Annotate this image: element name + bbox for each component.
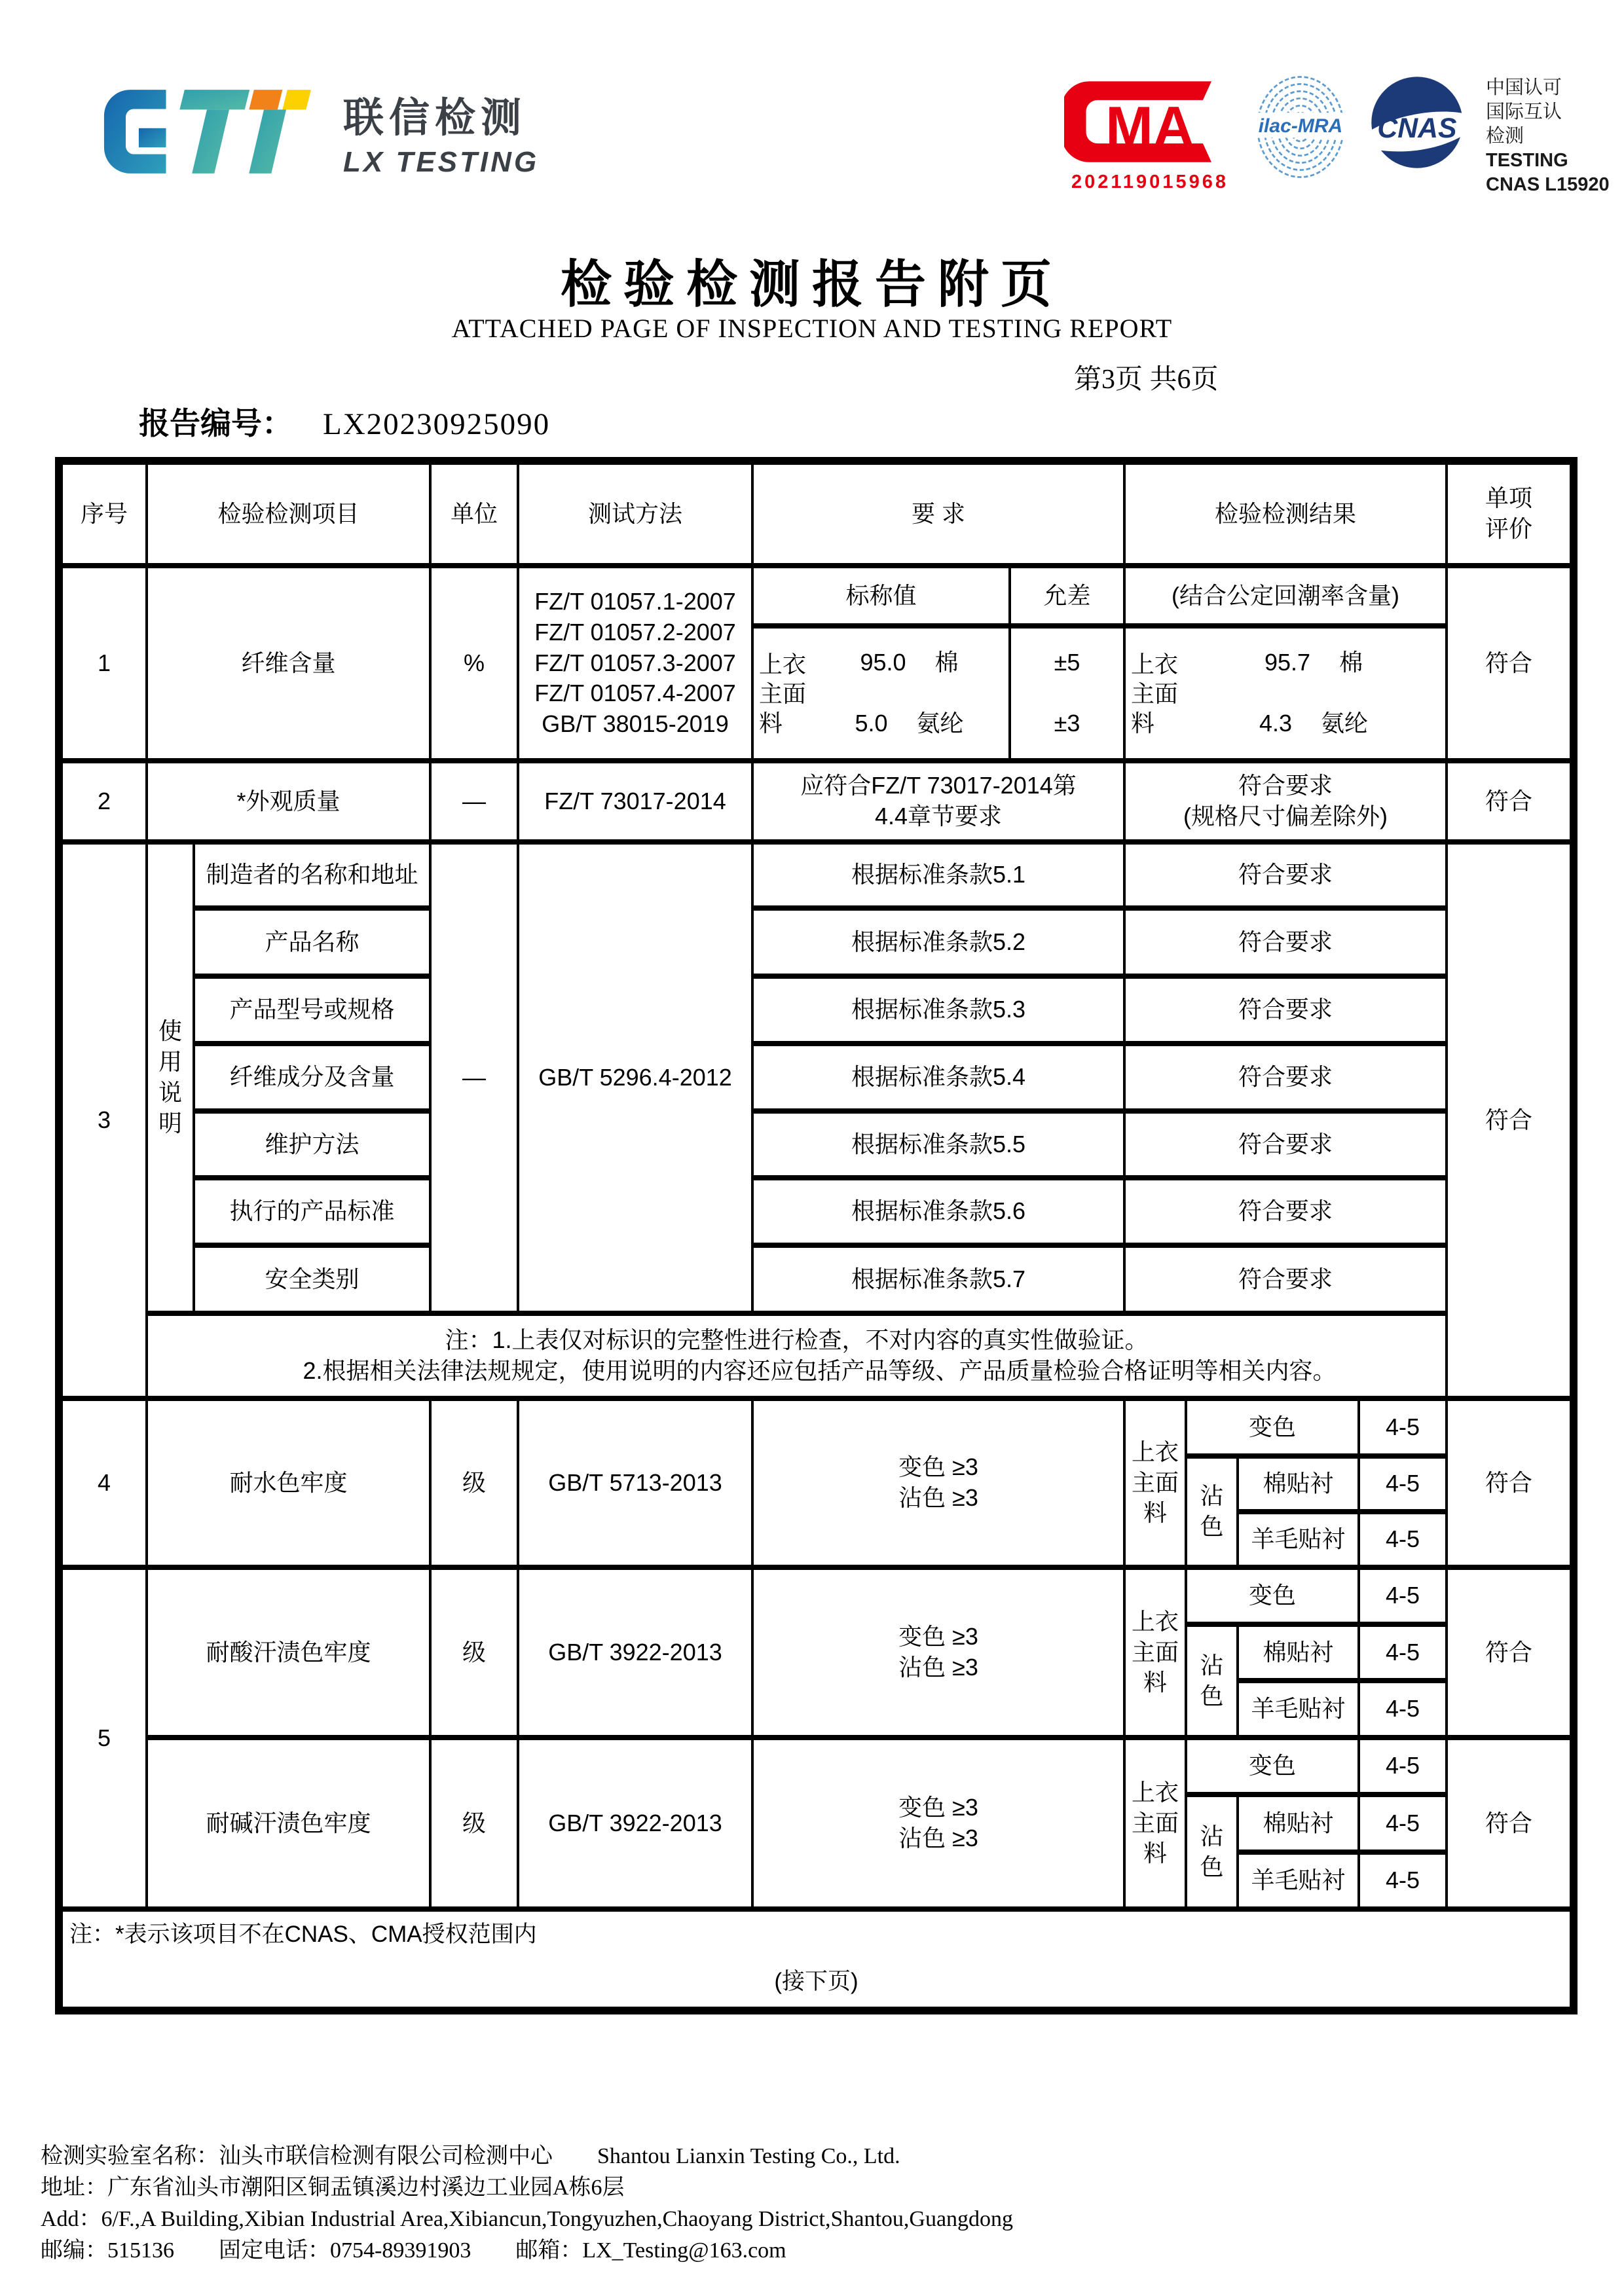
acc-line: 检测 <box>1486 126 1524 147</box>
continue-next-page: (接下页) <box>774 1968 858 1994</box>
row5a-grade-cell: 4-5 <box>1359 1681 1447 1738</box>
row3-requirement-cell: 根据标准条款5.2 <box>752 908 1124 976</box>
row4-requirement-cell <box>752 1398 1124 1567</box>
row1-evaluation-cell: 符合 <box>1447 566 1574 761</box>
row1-seq-cell: 1 <box>59 566 147 761</box>
report-number-value: LX20230925090 <box>323 407 551 441</box>
row5b-grade-cell: 4-5 <box>1359 1738 1447 1795</box>
fiber-name: 棉 <box>1339 649 1363 676</box>
table-row <box>59 1245 1574 1313</box>
fiber-name: 氨纶 <box>1321 710 1369 737</box>
row3-result-cell: 符合要求 <box>1124 908 1447 976</box>
row5b-sub-name-cell: 变色 <box>1186 1738 1359 1795</box>
row4-stain-cell: 沾色 <box>1186 1456 1238 1567</box>
row5a-requirement-cell <box>752 1567 1124 1738</box>
table-row <box>59 976 1574 1044</box>
row3-requirement-cell: 根据标准条款5.1 <box>752 842 1124 908</box>
table-row <box>59 908 1574 976</box>
row4-sample-cell: 上衣主面料 <box>1124 1398 1186 1567</box>
row4-grade-cell: 4-5 <box>1359 1456 1447 1512</box>
row3-item-cell: 纤维成分及含量 <box>194 1044 430 1111</box>
row4-method-cell: GB/T 5713-2013 <box>518 1398 752 1567</box>
row4-seq-cell: 4 <box>59 1398 147 1567</box>
fiber-value: 95.7 <box>1264 649 1311 676</box>
note-line: 注：1.上表仅对标识的完整性进行检查，不对内容的真实性做验证。 <box>445 1326 1149 1354</box>
sample-label: 上衣主面料 <box>759 650 807 737</box>
row3-method-cell: GB/T 5296.4-2012 <box>518 842 752 1313</box>
row3-group-cell: 使用说明 <box>147 842 194 1313</box>
method-line: GB/T 38015-2019 <box>542 710 729 738</box>
footer-lab-name: 检测实验室名称：汕头市联信检测有限公司检测中心 Shantou Lianxin Testing Co., Ltd. <box>41 2144 900 2168</box>
row5a-sub-name-cell: 变色 <box>1186 1567 1359 1624</box>
acc-line: CNAS L15920 <box>1486 174 1610 195</box>
row3-item-cell: 制造者的名称和地址 <box>194 842 430 908</box>
acc-line: TESTING <box>1486 150 1568 171</box>
row3-item-cell: 产品名称 <box>194 908 430 976</box>
svg-text:ilac-MRA: ilac-MRA <box>1258 115 1343 137</box>
requirement-line: 变色 ≥3 <box>898 1623 978 1650</box>
header-evaluation-line: 单项 <box>1485 484 1533 512</box>
cma-number: 202119015968 <box>1071 172 1228 192</box>
row4-evaluation-cell: 符合 <box>1447 1398 1574 1567</box>
footer-address-cn: 地址：广东省汕头市潮阳区铜盂镇溪边村溪边工业园A栋6层 <box>41 2176 625 2200</box>
requirement-line: 沾色 ≥3 <box>898 1654 978 1681</box>
row5b-grade-cell: 4-5 <box>1359 1795 1447 1852</box>
test-results-table <box>55 457 1578 2014</box>
row5b-stain-cell: 沾色 <box>1186 1795 1238 1909</box>
cnas-cma-note: 注：*表示该项目不在CNAS、CMA授权范围内 <box>69 1922 537 1947</box>
requirement-line: 应符合FZ/T 73017-2014第 <box>800 772 1077 799</box>
row3-item-cell: 维护方法 <box>194 1111 430 1178</box>
row5a-item-cell: 耐酸汗渍色牢度 <box>147 1567 430 1738</box>
table-bottom-cell <box>59 1909 1574 2011</box>
accreditation-text <box>1486 76 1610 197</box>
ilac-mra-icon <box>1253 73 1348 181</box>
method-line: FZ/T 01057.1-2007 <box>534 588 736 615</box>
row1-result-value-cell <box>1124 626 1447 761</box>
table-row <box>59 842 1574 908</box>
method-line: FZ/T 01057.3-2007 <box>534 649 736 676</box>
row3-evaluation-cell: 符合 <box>1447 842 1574 1398</box>
row4-item-cell: 耐水色牢度 <box>147 1398 430 1567</box>
logo-en-text: LX TESTING <box>343 145 540 178</box>
fiber-value: 4.3 <box>1259 710 1293 737</box>
header-unit-cell: 单位 <box>430 461 518 566</box>
table-row <box>59 1178 1574 1245</box>
row3-result-cell: 符合要求 <box>1124 1044 1447 1111</box>
table-row <box>59 1909 1574 2011</box>
row2-evaluation-cell: 符合 <box>1447 761 1574 842</box>
row5b-item-cell: 耐碱汗渍色牢度 <box>147 1738 430 1909</box>
method-line: FZ/T 01057.2-2007 <box>534 618 736 646</box>
page-subtitle: ATTACHED PAGE OF INSPECTION AND TESTING REPORT <box>451 314 1173 343</box>
header-result-cell: 检验检测结果 <box>1124 461 1447 566</box>
row3-requirement-cell: 根据标准条款5.3 <box>752 976 1124 1044</box>
row1-nominal-header-cell: 标称值 <box>752 566 1010 626</box>
row1-nominal-value-cell <box>752 626 1010 761</box>
fiber-value: 95.0 <box>860 649 906 676</box>
requirement-line: 4.4章节要求 <box>875 803 1003 829</box>
row5a-sub-name-cell: 羊毛贴衬 <box>1238 1681 1359 1738</box>
row3-result-cell: 符合要求 <box>1124 1245 1447 1313</box>
table-row <box>59 1738 1574 1795</box>
row3-result-cell: 符合要求 <box>1124 976 1447 1044</box>
result-line: (规格尺寸偏差除外) <box>1183 803 1388 829</box>
footer-address-en: Add：6/F.,A Building,Xibian Industrial Area,Xibiancun,Tongyuzhen,Chaoyang District,Shantou,Guangdong <box>41 2207 1014 2231</box>
acc-line: 国际互认 <box>1486 101 1562 122</box>
row5b-sub-name-cell: 羊毛贴衬 <box>1238 1852 1359 1909</box>
row2-item-cell: *外观质量 <box>147 761 430 842</box>
table-row <box>59 1044 1574 1111</box>
row3-item-cell: 安全类别 <box>194 1245 430 1313</box>
row1-item-cell: 纤维含量 <box>147 566 430 761</box>
requirement-line: 沾色 ≥3 <box>898 1484 978 1511</box>
table-row <box>59 761 1574 842</box>
row5b-evaluation-cell: 符合 <box>1447 1738 1574 1909</box>
row4-sub-name-cell: 棉贴衬 <box>1238 1456 1359 1512</box>
row5b-grade-cell: 4-5 <box>1359 1852 1447 1909</box>
row3-requirement-cell: 根据标准条款5.7 <box>752 1245 1124 1313</box>
row4-grade-cell: 4-5 <box>1359 1398 1447 1456</box>
row5a-stain-cell: 沾色 <box>1186 1624 1238 1738</box>
row1-method-cell <box>518 566 752 761</box>
row3-result-cell: 符合要求 <box>1124 842 1447 908</box>
tolerance-value: ±5 <box>1054 649 1080 676</box>
cma-icon <box>1064 73 1236 170</box>
fiber-value: 5.0 <box>855 710 888 737</box>
fiber-name: 氨纶 <box>916 710 964 737</box>
row1-result-header-cell: (结合公定回潮率含量) <box>1124 566 1447 626</box>
row5a-evaluation-cell: 符合 <box>1447 1567 1574 1738</box>
report-number <box>139 399 550 443</box>
row2-unit-cell: — <box>430 761 518 842</box>
page-indicator: 第3页 共6页 <box>1074 365 1219 395</box>
row5a-unit-cell: 级 <box>430 1567 518 1738</box>
tolerance-value: ±3 <box>1054 710 1080 737</box>
row3-result-cell: 符合要求 <box>1124 1178 1447 1245</box>
certification-marks <box>1064 73 1610 197</box>
acc-line: 中国认可 <box>1486 77 1562 98</box>
row5-seq-cell: 5 <box>59 1567 147 1909</box>
header-requirement-cell: 要 求 <box>752 461 1124 566</box>
result-line: 符合要求 <box>1238 772 1333 799</box>
row1-tolerance-value-cell <box>1010 626 1124 761</box>
row3-requirement-cell: 根据标准条款5.6 <box>752 1178 1124 1245</box>
row2-requirement-cell <box>752 761 1124 842</box>
sample-label: 上衣主面料 <box>1131 650 1179 737</box>
row5b-unit-cell: 级 <box>430 1738 518 1909</box>
row5a-sub-name-cell: 棉贴衬 <box>1238 1624 1359 1681</box>
row5a-sample-cell: 上衣主面料 <box>1124 1567 1186 1738</box>
row5a-grade-cell: 4-5 <box>1359 1624 1447 1681</box>
table-row <box>59 1313 1574 1398</box>
row5a-method-cell: GB/T 3922-2013 <box>518 1567 752 1738</box>
row3-requirement-cell: 根据标准条款5.5 <box>752 1111 1124 1178</box>
row2-seq-cell: 2 <box>59 761 147 842</box>
svg-text:MA: MA <box>1105 95 1194 159</box>
row3-result-cell: 符合要求 <box>1124 1111 1447 1178</box>
row3-note-cell <box>147 1313 1447 1398</box>
row1-tolerance-header-cell: 允差 <box>1010 566 1124 626</box>
requirement-line: 变色 ≥3 <box>898 1453 978 1481</box>
lab-footer <box>41 2141 1013 2267</box>
footer-contact: 邮编：515136 固定电话：0754-89391903 邮箱：LX_Testing@163.com <box>41 2238 786 2263</box>
company-logo <box>92 77 539 186</box>
table-row <box>59 566 1574 626</box>
page-title: 检验检测报告附页 <box>560 256 1063 313</box>
cma-mark <box>1064 73 1236 193</box>
row3-item-cell: 产品型号或规格 <box>194 976 430 1044</box>
method-line: FZ/T 01057.4-2007 <box>534 680 736 707</box>
row5b-method-cell: GB/T 3922-2013 <box>518 1738 752 1909</box>
header-seq-cell: 序号 <box>59 461 147 566</box>
header-item-cell: 检验检测项目 <box>147 461 430 566</box>
row3-item-cell: 执行的产品标准 <box>194 1178 430 1245</box>
note-line: 2.根据相关法律法规规定，使用说明的内容还应包括产品等级、产品质量检验合格证明等相关内容。 <box>303 1357 1337 1384</box>
row5a-grade-cell: 4-5 <box>1359 1567 1447 1624</box>
table-row <box>59 1398 1574 1456</box>
requirement-line: 沾色 ≥3 <box>898 1825 978 1851</box>
header-method-cell: 测试方法 <box>518 461 752 566</box>
table-row <box>59 1111 1574 1178</box>
row2-result-cell <box>1124 761 1447 842</box>
svg-text:CNAS: CNAS <box>1377 113 1457 145</box>
requirement-line: 变色 ≥3 <box>898 1794 978 1821</box>
logo-cn-text: 联信检测 <box>343 95 527 141</box>
cnas-icon <box>1365 73 1469 172</box>
table-header-row <box>59 461 1574 566</box>
row5b-requirement-cell <box>752 1738 1124 1909</box>
report-number-label: 报告编号： <box>139 407 293 441</box>
row5b-sample-cell: 上衣主面料 <box>1124 1738 1186 1909</box>
row4-sub-name-cell: 羊毛贴衬 <box>1238 1512 1359 1567</box>
row3-seq-cell: 3 <box>59 842 147 1398</box>
fiber-name: 棉 <box>934 649 959 676</box>
row4-unit-cell: 级 <box>430 1398 518 1567</box>
header-evaluation-line: 评价 <box>1485 515 1533 542</box>
row3-requirement-cell: 根据标准条款5.4 <box>752 1044 1124 1111</box>
row2-method-cell: FZ/T 73017-2014 <box>518 761 752 842</box>
header-evaluation-cell <box>1447 461 1574 566</box>
table-row <box>59 1567 1574 1624</box>
lx-logo-icon <box>92 77 321 186</box>
row4-sub-name-cell: 变色 <box>1186 1398 1359 1456</box>
row4-grade-cell: 4-5 <box>1359 1512 1447 1567</box>
row3-unit-cell: — <box>430 842 518 1313</box>
row5b-sub-name-cell: 棉贴衬 <box>1238 1795 1359 1852</box>
row1-unit-cell: % <box>430 566 518 761</box>
